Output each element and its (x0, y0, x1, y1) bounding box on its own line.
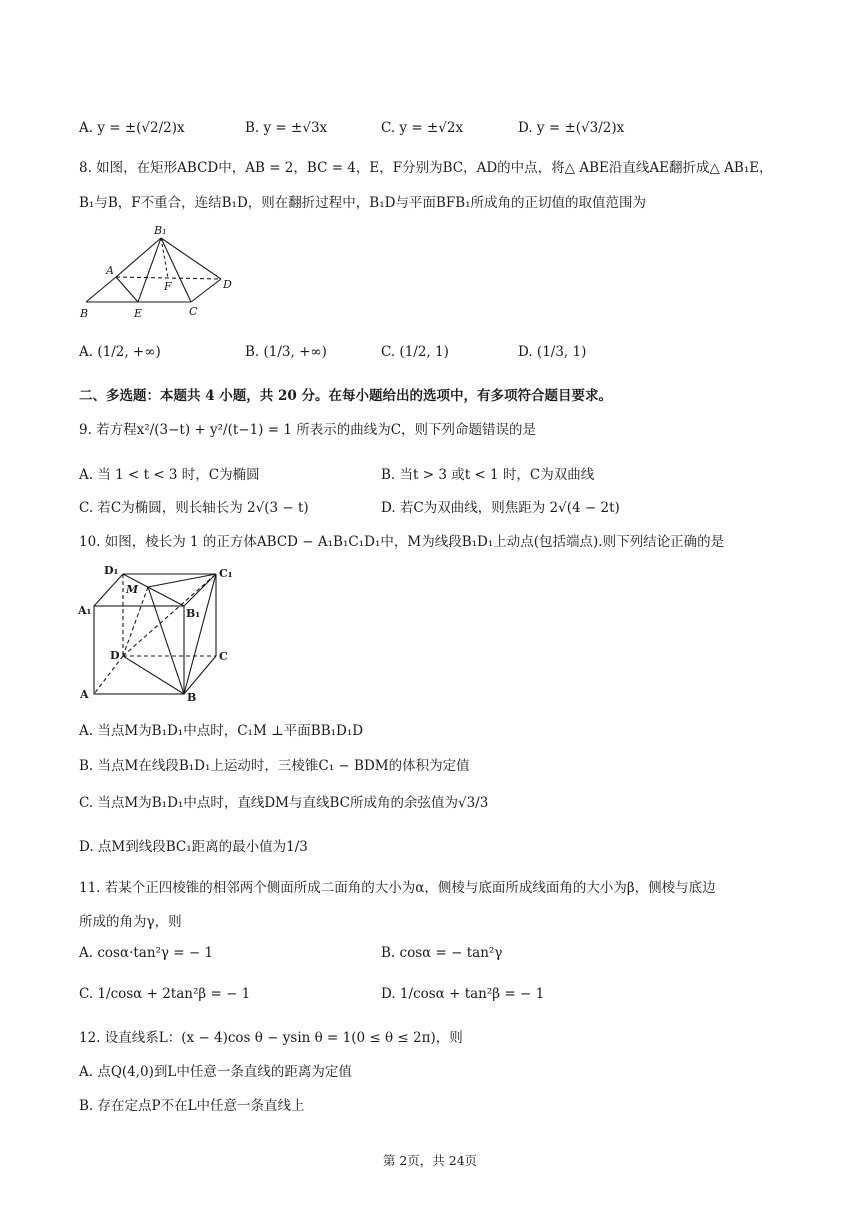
q8-label-b: B (80, 307, 89, 320)
q8-option-c: C. (1/2, 1) (381, 344, 449, 360)
q10-label-m: M (126, 583, 139, 596)
q10-option-d: D. 点M到线段BC₁距离的最小值为1/3 (79, 839, 308, 855)
q11-stem-line2: 所成的角为γ，则 (79, 914, 182, 930)
q10-stem: 10. 如图，棱长为 1 的正方体ABCD − A₁B₁C₁D₁中，M为线段B₁D₁上动点(包括端点).则下列结论正确的是 (79, 534, 725, 550)
q7-option-b: B. y = ±√3x (245, 120, 328, 136)
q11-option-d: D. 1/cosα + tan²β = − 1 (381, 986, 545, 1002)
q7-option-c: C. y = ±√2x (381, 120, 464, 136)
q12-stem: 12. 设直线系L：(x − 4)cos θ − ysin θ = 1(0 ≤ θ ≤ 2π)，则 (79, 1030, 463, 1046)
q8-label-c: C (189, 305, 198, 318)
q10-label-d1: D₁ (104, 564, 119, 577)
q10-label-a: A (80, 688, 89, 701)
q8-option-d: D. (1/3, 1) (518, 344, 587, 360)
q11-stem-line1: 11. 若某个正四棱锥的相邻两个侧面所成二面角的大小为α，侧棱与底面所成线面角的大小为β，侧棱与底边 (79, 880, 716, 896)
q8-stem-line1: 8. 如图，在矩形ABCD中，AB = 2，BC = 4，E，F分别为BC，AD的中点，将△ ABE沿直线AE翻折成△ AB₁E， (79, 160, 773, 176)
q10-option-c: C. 当点M为B₁D₁中点时，直线DM与直线BC所成角的余弦值为√3/3 (79, 795, 489, 811)
q7-option-a: A. y = ±(√2/2)x (79, 120, 185, 136)
q10-label-b1: B₁ (186, 607, 201, 620)
q10-label-b: B (187, 691, 197, 704)
q9-option-a: A. 当 1 < t < 3 时，C为椭圆 (79, 467, 260, 483)
q10-label-d: D (110, 649, 120, 662)
q8-figure (76, 222, 246, 322)
q8-option-b: B. (1/3, +∞) (245, 344, 327, 360)
q8-label-e: E (134, 307, 143, 320)
q9-option-b: B. 当t > 3 或t < 1 时，C为双曲线 (381, 467, 595, 483)
q9-option-d: D. 若C为双曲线，则焦距为 2√(4 − 2t) (381, 500, 620, 516)
q8-label-a: A (106, 264, 114, 277)
q10-option-b: B. 当点M在线段B₁D₁上运动时，三棱锥C₁ − BDM的体积为定值 (79, 758, 470, 774)
q10-label-c: C (219, 650, 228, 663)
q9-stem: 9. 若方程x²/(3−t) + y²/(t−1) = 1 所表示的曲线为C，则下列命题错误的是 (79, 422, 537, 438)
q8-label-f: F (164, 280, 172, 293)
q12-option-b: B. 存在定点P不在L中任意一条直线上 (79, 1098, 305, 1114)
q7-option-d: D. y = ±(√3/2)x (518, 120, 625, 136)
q10-label-c1: C₁ (219, 567, 233, 580)
q11-option-b: B. cosα = − tan²γ (381, 945, 503, 961)
section-heading: 二、多选题：本题共 4 小题，共 20 分。在每小题给出的选项中，有多项符合题目要求。 (79, 388, 612, 404)
q8-option-a: A. (1/2, +∞) (79, 344, 161, 360)
q10-option-a: A. 当点M为B₁D₁中点时，C₁M ⊥平面BB₁D₁D (79, 723, 364, 739)
q11-option-c: C. 1/cosα + 2tan²β = − 1 (79, 986, 251, 1002)
q8-stem-line2: B₁与B，F不重合，连结B₁D，则在翻折过程中，B₁D与平面BFB₁所成角的正切值的取值范围为 (79, 195, 647, 211)
q10-figure (76, 562, 246, 704)
q8-label-d: D (223, 278, 232, 291)
page-footer: 第 2页，共 24页 (382, 1153, 478, 1168)
q9-option-c: C. 若C为椭圆，则长轴长为 2√(3 − t) (79, 500, 309, 516)
q10-label-a1: A₁ (78, 604, 92, 617)
q11-option-a: A. cosα·tan²γ = − 1 (79, 945, 214, 961)
q8-label-b1: B₁ (154, 224, 167, 237)
q12-option-a: A. 点Q(4,0)到L中任意一条直线的距离为定值 (79, 1064, 352, 1080)
